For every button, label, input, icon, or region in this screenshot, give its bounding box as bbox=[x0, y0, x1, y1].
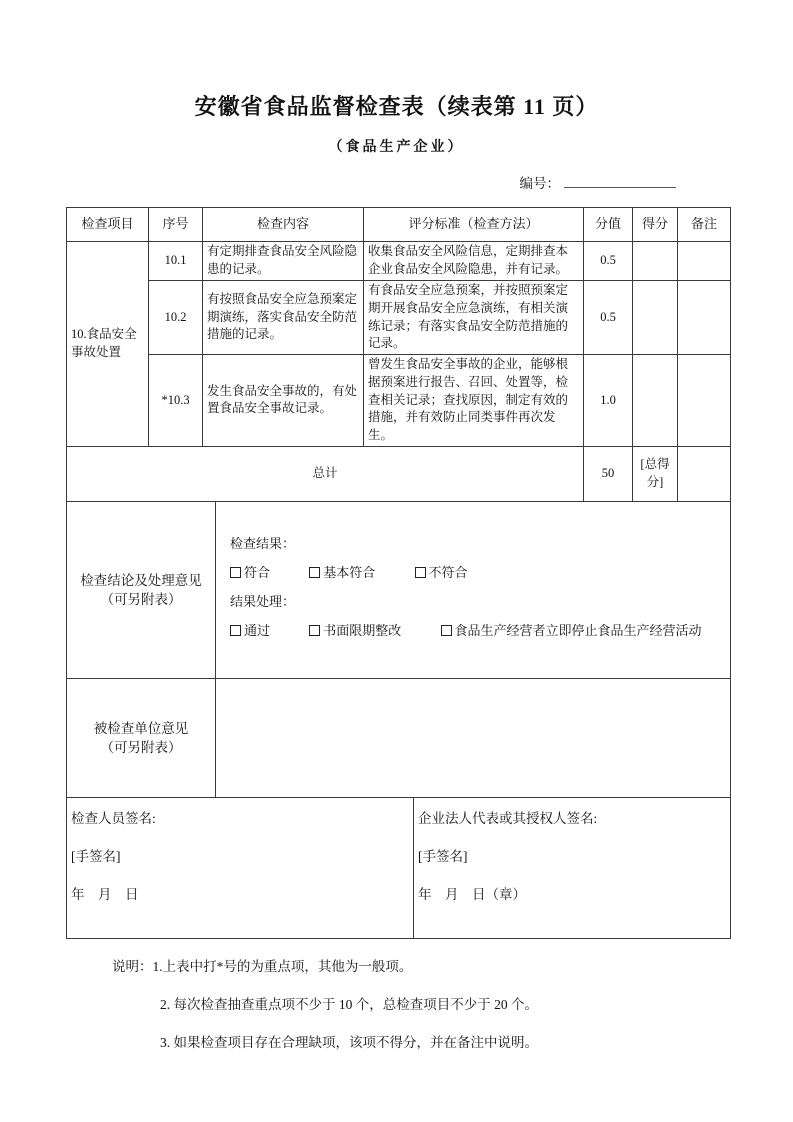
table-row bbox=[67, 242, 731, 281]
category-cell: 10.食品安全事故处置 bbox=[67, 242, 149, 447]
option-label: 通过 bbox=[244, 622, 271, 638]
page-subtitle: （食品生产企业） bbox=[328, 140, 465, 155]
option-label: 食品生产经营者立即停止食品生产经营活动 bbox=[454, 622, 702, 638]
inspector-signature-date: 年 月 日 bbox=[71, 886, 139, 902]
option-label: 书面限期整改 bbox=[323, 622, 402, 638]
total-label: 总计 bbox=[67, 446, 584, 501]
table-row bbox=[67, 355, 731, 447]
inspected-unit-label bbox=[67, 678, 216, 797]
table-header-row bbox=[67, 208, 731, 242]
row-score: 0.5 bbox=[584, 242, 633, 281]
col-header-content: 检查内容 bbox=[203, 208, 364, 242]
row-content: 有定期排查食品安全风险隐患的记录。 bbox=[203, 242, 364, 281]
conclusion-row bbox=[67, 501, 731, 678]
row-got-cell[interactable] bbox=[633, 281, 678, 355]
note-item bbox=[112, 956, 793, 977]
handling-options-line bbox=[230, 616, 726, 645]
row-standard: 收集食品安全风险信息，定期排查本企业食品安全风险隐患，并有记录。 bbox=[364, 242, 584, 281]
checkbox-icon[interactable] bbox=[309, 567, 320, 578]
inspected-unit-content-cell[interactable] bbox=[216, 678, 731, 797]
option-basically-compliant[interactable] bbox=[309, 565, 375, 580]
row-no: 10.2 bbox=[149, 281, 203, 355]
conclusion-label bbox=[67, 501, 216, 678]
enterprise-signature-cell[interactable] bbox=[414, 797, 731, 938]
col-header-remark: 备注 bbox=[678, 208, 731, 242]
row-got-cell[interactable] bbox=[633, 355, 678, 447]
option-stop-operations[interactable] bbox=[441, 623, 702, 638]
option-label: 基本符合 bbox=[323, 564, 376, 580]
serial-number-field[interactable] bbox=[564, 174, 676, 188]
conclusion-label-line2: （可另附表） bbox=[100, 591, 182, 607]
option-written-rectification[interactable] bbox=[309, 623, 401, 638]
enterprise-signature-placeholder: [手签名] bbox=[418, 848, 468, 864]
col-header-score: 分值 bbox=[584, 208, 633, 242]
option-non-compliant[interactable] bbox=[415, 565, 468, 580]
checkbox-icon[interactable] bbox=[230, 567, 241, 578]
option-compliant[interactable] bbox=[230, 565, 270, 580]
inspected-unit-row bbox=[67, 678, 731, 797]
total-remark-cell[interactable] bbox=[678, 446, 731, 501]
note-item: 3. 如果检查项目存在合理缺项，该项不得分，并在备注中说明。 bbox=[160, 1034, 538, 1050]
total-score: 50 bbox=[584, 446, 633, 501]
conclusion-table bbox=[66, 501, 731, 798]
serial-row bbox=[0, 172, 676, 192]
col-header-standard: 评分标准（检查方法） bbox=[364, 208, 584, 242]
result-options-line bbox=[230, 558, 726, 587]
conclusion-content-cell bbox=[216, 501, 731, 678]
option-label: 符合 bbox=[244, 564, 271, 580]
col-header-item: 检查项目 bbox=[67, 208, 149, 242]
row-no: 10.1 bbox=[149, 242, 203, 281]
conclusion-content bbox=[220, 503, 726, 645]
inspector-signature-cell[interactable] bbox=[67, 797, 414, 938]
row-remark-cell[interactable] bbox=[678, 281, 731, 355]
note-item: 2. 每次检查抽查重点项不少于 10 个，总检查项目不少于 20 个。 bbox=[160, 996, 538, 1012]
notes-label: 说明： bbox=[112, 958, 153, 974]
row-score: 0.5 bbox=[584, 281, 633, 355]
notes-section bbox=[112, 956, 793, 1053]
checkbox-icon[interactable] bbox=[309, 625, 320, 636]
signature-row bbox=[67, 797, 731, 938]
signature-table bbox=[66, 797, 731, 939]
result-label: 检查结果： bbox=[230, 535, 296, 551]
note-text: 1.上表中打*号的为重点项，其他为一般项。 bbox=[152, 958, 413, 974]
row-no: *10.3 bbox=[149, 355, 203, 447]
row-got-cell[interactable] bbox=[633, 242, 678, 281]
row-content: 发生食品安全事故的，有处置食品安全事故记录。 bbox=[203, 355, 364, 447]
handling-label: 结果处理： bbox=[230, 593, 296, 609]
option-pass[interactable] bbox=[230, 623, 270, 638]
row-remark-cell[interactable] bbox=[678, 355, 731, 447]
enterprise-signature-date: 年 月 日（章） bbox=[418, 886, 526, 902]
total-got-cell[interactable]: [总得分] bbox=[633, 446, 678, 501]
checkbox-icon[interactable] bbox=[441, 625, 452, 636]
row-remark-cell[interactable] bbox=[678, 242, 731, 281]
table-row bbox=[67, 281, 731, 355]
option-label: 不符合 bbox=[428, 564, 468, 580]
inspected-unit-label-line1: 被检查单位意见 bbox=[93, 720, 189, 736]
row-content: 有按照食品安全应急预案定期演练，落实食品安全防范措施的记录。 bbox=[203, 281, 364, 355]
col-header-got: 得分 bbox=[633, 208, 678, 242]
total-row bbox=[67, 446, 731, 501]
inspection-table bbox=[66, 207, 731, 502]
enterprise-signature-label: 企业法人代表或其授权人签名: bbox=[418, 810, 598, 826]
inspector-signature-placeholder: [手签名] bbox=[71, 848, 121, 864]
inspector-signature-label: 检查人员签名: bbox=[71, 810, 156, 826]
row-score: 1.0 bbox=[584, 355, 633, 447]
serial-label: 编号： bbox=[519, 176, 560, 191]
inspected-unit-label-line2: （可另附表） bbox=[100, 739, 182, 755]
checkbox-icon[interactable] bbox=[230, 625, 241, 636]
col-header-no: 序号 bbox=[149, 208, 203, 242]
checkbox-icon[interactable] bbox=[415, 567, 426, 578]
row-standard: 曾发生食品安全事故的企业，能够根据预案进行报告、召回、处置等，检查相关记录；查找原因，制定有效的措施，并有效防止同类事件再次发生。 bbox=[364, 355, 584, 447]
page-title: 安徽省食品监督检查表（续表第 11 页） bbox=[194, 94, 599, 119]
conclusion-label-line1: 检查结论及处理意见 bbox=[80, 572, 202, 588]
row-standard: 有食品安全应急预案，并按照预案定期开展食品安全应急演练，有相关演练记录；有落实食品安全防范措施的记录。 bbox=[364, 281, 584, 355]
